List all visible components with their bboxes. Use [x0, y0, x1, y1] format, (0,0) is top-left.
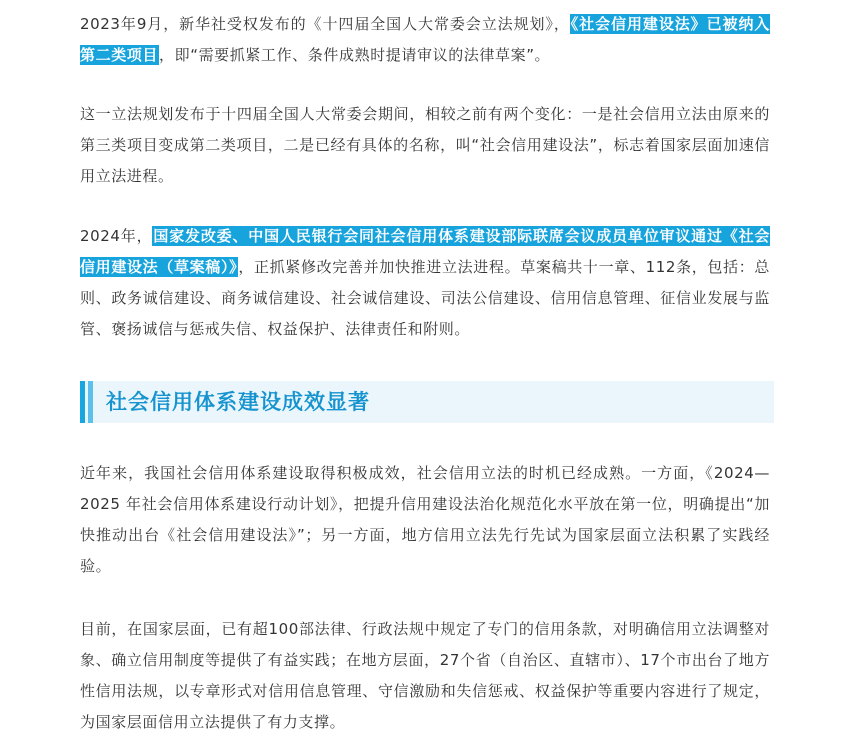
highlight-text: 《社会信用建设法》已被纳入第二类项目: [80, 15, 770, 64]
paragraph-text: 2024年，: [80, 227, 153, 245]
paragraph-text: 这一立法规划发布于十四届全国人大常委会期间，相较之前有两个变化：一是社会信用立法由原来的第三类项目变成第二类项目，二是已经有具体的名称，叫“社会信用建设法”，标志着国家层面加速信用立法进程。: [80, 105, 770, 185]
section-heading: [80, 381, 774, 423]
paragraph-draft-approval: [80, 221, 770, 345]
highlight-text: 国家发改委、中国人民银行会同社会信用体系建设部际联席会议成员单位审议通过《社会信用建设法（草案稿）》: [80, 227, 770, 276]
section-heading-title: 社会信用体系建设成效显著: [106, 390, 370, 414]
heading-accent-bar: [88, 381, 93, 423]
paragraph-text: ，即“需要抓紧工作、条件成熟时提请审议的法律草案”。: [159, 46, 551, 64]
heading-accent-bar: [80, 381, 85, 423]
paragraph-text: ，正抓紧修改完善并加快推进立法进程。草案稿共十一章、112条，包括：总则、政务诚信建设、商务诚信建设、社会诚信建设、司法公信建设、信用信息管理、征信业发展与监管、褒扬诚信与惩戒失信、权益保护、法律责任和附则。: [80, 258, 770, 338]
paragraph-plan-changes: [80, 99, 770, 192]
paragraph-text: 2023年9月，新华社受权发布的《十四届全国人大常委会立法规划》，: [80, 15, 570, 33]
paragraph-text: 近年来，我国社会信用体系建设取得积极成效，社会信用立法的时机已经成熟。一方面，《2024—2025 年社会信用体系建设行动计划》，把提升信用建设法治化规范化水平放在第一位，明确提出“加快推动出台《社会信用建设法》”；另一方面，地方信用立法先行先试为国家层面立法积累了实践经验。: [80, 464, 770, 575]
paragraph-current-status: [80, 614, 770, 738]
paragraph-text: 目前，在国家层面，已有超100部法律、行政法规中规定了专门的信用条款，对明确信用立法调整对象、确立信用制度等提供了有益实践；在地方层面，27个省（自治区、直辖市）、17个市出台了地方性信用法规，以专章形式对信用信息管理、守信激励和失信惩戒、权益保护等重要内容进行了规定，为国家层面信用立法提供了有力支撑。: [80, 620, 770, 731]
paragraph-achievements: [80, 458, 770, 582]
paragraph-legislative-plan: [80, 9, 770, 71]
